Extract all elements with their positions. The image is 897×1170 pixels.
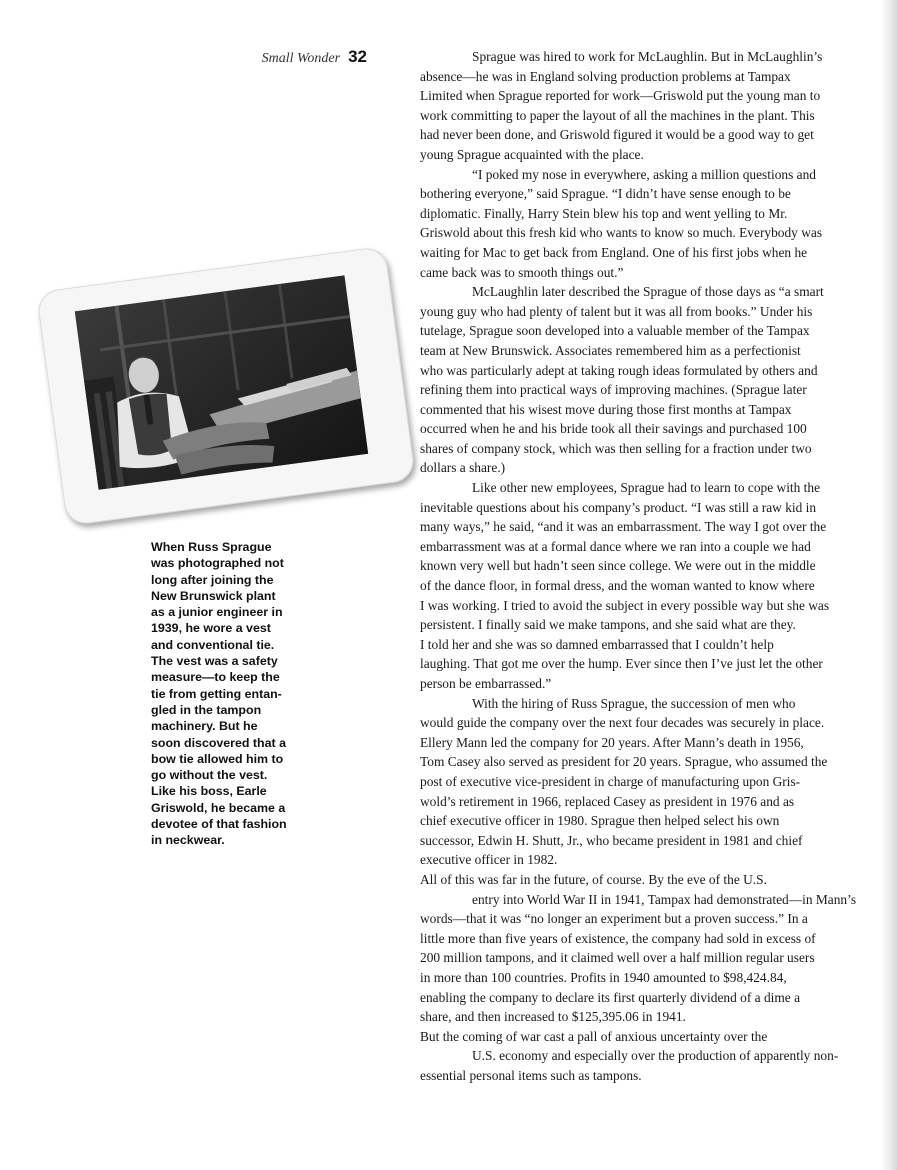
caption-line: go without the vest.	[151, 768, 268, 783]
body-text-line: executive officer in 1982.	[420, 852, 558, 868]
caption-line: tie from getting entan-	[151, 686, 282, 701]
caption-line: soon discovered that a	[151, 735, 286, 750]
body-text-line: shares of company stock, which was then selling for a fraction under two	[420, 440, 812, 456]
body-text-line: refining them into practical ways of improving machines. (Sprague later	[420, 382, 807, 398]
body-text-line: waiting for Mac to get back from England. One of his first jobs when he	[420, 244, 808, 260]
body-text-line: person be embarrassed.”	[420, 676, 552, 691]
body-text-line: young guy who had plenty of talent but it was all from books.” Under his	[420, 303, 813, 319]
caption-line: The vest was a safety	[151, 654, 278, 669]
paragraph-first-line: Sprague was hired to work for McLaughlin. But in McLaughlin’s	[472, 49, 823, 64]
caption-line: When Russ Sprague	[151, 540, 272, 554]
body-text-line: inevitable questions about his company’s product. “I was still a raw kid in	[420, 499, 817, 515]
paragraph-first-line: U.S. economy and especially over the production of apparently non-	[472, 1048, 839, 1064]
caption-line: devotee of that fashion	[151, 817, 287, 832]
body-text-line: Tom Casey also served as president for 20 years. Sprague, who assumed the	[420, 754, 828, 770]
body-text-line: dollars a share.)	[420, 460, 506, 476]
body-text-line: All of this was far in the future, of course. By the eve of the U.S.	[420, 871, 767, 887]
body-text-line: occurred when he and his bride took all their savings and purchased 100	[420, 421, 807, 437]
body-text-line: persistent. I finally said we make tampons, and she said what are they.	[420, 617, 796, 633]
running-header	[180, 47, 367, 67]
caption-line: bow tie allowed him to	[151, 751, 284, 766]
body-text-line: young Sprague acquainted with the place.	[420, 146, 644, 162]
body-text-line: essential personal items such as tampons.	[420, 1067, 642, 1083]
caption-line: Like his boss, Earle	[151, 784, 267, 799]
body-text-line: work committing to paper the layout of all the machines in the plant. This	[420, 107, 815, 123]
photo-illustration	[75, 275, 368, 489]
body-text-line: team at New Brunswick. Associates remembered him as a perfectionist	[420, 342, 801, 358]
body-text-line: diplomatic. Finally, Harry Stein blew his top and went yelling to Mr.	[420, 205, 788, 221]
body-text-line: But the coming of war cast a pall of anxious uncertainty over the	[420, 1028, 768, 1044]
body-text-line: successor, Edwin H. Shutt, Jr., who became president in 1981 and chief	[420, 832, 803, 848]
body-text-line: tutelage, Sprague soon developed into a valuable member of the Tampax	[420, 323, 810, 339]
body-text-line: of the dance floor, in formal dress, and the woman wanted to know where	[420, 578, 815, 594]
body-text-line: little more than five years of existence, the company had sold in excess of	[420, 930, 816, 946]
caption-line: 1939, he wore a vest	[151, 621, 271, 636]
caption-line: was photographed not	[151, 556, 284, 571]
caption-line: Griswold, he became a	[151, 800, 286, 815]
body-text-line: chief executive officer in 1980. Sprague then helped select his own	[420, 813, 780, 829]
body-text-line: in more than 100 countries. Profits in 1940 amounted to $98,424.84,	[420, 969, 787, 985]
page-number: 32	[348, 47, 367, 66]
caption-line: and conventional tie.	[151, 637, 275, 652]
body-text-line: 200 million tampons, and it claimed well over a half million regular users	[420, 950, 815, 966]
caption-line: as a junior engineer in	[151, 605, 283, 620]
photo-frame	[36, 246, 416, 526]
body-text-line: who was particularly adept at taking rough ideas formulated by others and	[420, 362, 818, 378]
caption-line: machinery. But he	[151, 719, 258, 734]
body-text-line: many ways,” he said, “and it was an embarrassment. The way I got over the	[420, 519, 827, 535]
caption-line: long after joining the	[151, 572, 274, 587]
body-text-line: would guide the company over the next four decades was securely in place.	[420, 715, 825, 731]
body-text-line: share, and then increased to $125,395.06 in 1941.	[420, 1009, 686, 1025]
body-text-line: known very well but hadn’t seen since college. We were out in the middle	[420, 558, 816, 574]
body-text-line: embarrassment was at a formal dance where we ran into a couple we had	[420, 538, 811, 554]
paragraph-first-line: entry into World War II in 1941, Tampax had demonstrated—in Mann’s	[472, 891, 857, 907]
caption-line: measure—to keep the	[151, 670, 280, 685]
paragraph-first-line: Like other new employees, Sprague had to learn to cope with the	[472, 480, 821, 496]
body-text-line: I was working. I tried to avoid the subject in every possible way but she was	[420, 597, 830, 613]
body-text-line: enabling the company to declare its first quarterly dividend of a dime a	[420, 989, 801, 1005]
body-text-line: Ellery Mann led the company for 20 years. After Mann’s death in 1956,	[420, 734, 804, 750]
caption-line: in neckwear.	[151, 833, 225, 848]
paragraph-first-line: “I poked my nose in everywhere, asking a million questions and	[472, 166, 816, 182]
body-text-column	[420, 47, 857, 1085]
photo-caption	[151, 539, 311, 849]
book-title: Small Wonder	[261, 51, 341, 66]
book-spine-shadow	[881, 0, 897, 1170]
body-text-line: had never been done, and Griswold figured it would be a good way to get	[420, 127, 814, 143]
paragraph-first-line: McLaughlin later described the Sprague of those days as “a smart	[472, 284, 824, 300]
body-text-line: absence—he was in England solving production problems at Tampax	[420, 68, 791, 84]
body-text-line: commented that his wisest move during those first months at Tampax	[420, 401, 792, 417]
body-text-line: came back was to smooth things out.”	[420, 264, 624, 280]
photo-image	[75, 275, 368, 489]
body-text-line: Limited when Sprague reported for work—Griswold put the young man to	[420, 88, 821, 104]
body-text-line: laughing. That got me over the hump. Ever since then I’ve just let the other	[420, 656, 823, 672]
caption-line: New Brunswick plant	[151, 588, 276, 603]
caption-line: gled in the tampon	[151, 702, 262, 717]
body-text-line: Griswold about this fresh kid who wants to know so much. Everybody was	[420, 225, 823, 241]
paragraph-first-line: With the hiring of Russ Sprague, the succession of men who	[472, 695, 796, 711]
body-text-line: words—that it was “no longer an experiment but a proven success.” In a	[420, 911, 808, 927]
body-text-line: post of executive vice-president in charge of manufacturing upon Gris-	[420, 773, 801, 789]
body-text-line: I told her and she was so damned embarrassed that I couldn’t help	[420, 636, 774, 652]
body-text-line: bothering everyone,” said Sprague. “I didn’t have sense enough to be	[420, 186, 791, 202]
body-text-line: wold’s retirement in 1966, replaced Casey as president in 1976 and as	[420, 793, 795, 809]
